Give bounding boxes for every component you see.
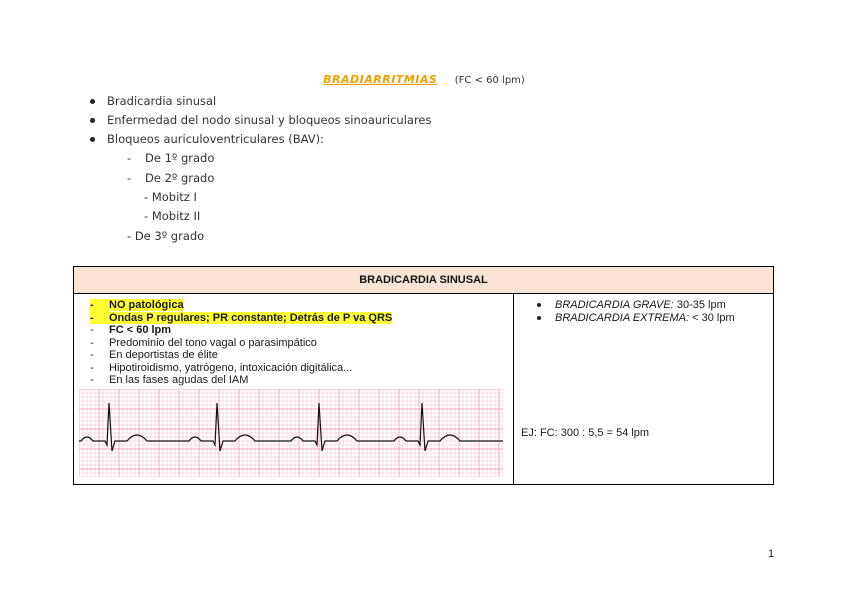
list-item <box>90 337 513 350</box>
outline-item-label: Bloqueos auriculoventriculares (BAV): <box>107 132 324 146</box>
list-item-label: NO patológica <box>109 299 184 311</box>
outline-subitem <box>127 171 214 185</box>
bullet-icon <box>537 303 541 307</box>
outline-subsubitem-label: Mobitz II <box>151 209 201 223</box>
dash-marker: - <box>90 374 94 386</box>
dash-marker: - <box>90 299 109 312</box>
dash-marker: - <box>90 349 94 361</box>
list-item-label: En deportistas de élite <box>109 349 218 361</box>
page-title: BRADIARRITMIAS <box>323 73 438 86</box>
dash-marker: - <box>144 190 149 204</box>
dash-marker: - <box>144 209 149 223</box>
severity-value: < 30 lpm <box>692 311 735 324</box>
table-header: BRADICARDIA SINUSAL <box>74 267 773 294</box>
example-calculation: EJ: FC: 300 : 5,5 = 54 lpm <box>521 427 650 439</box>
outline-subitem-label: De 1º grado <box>145 151 215 165</box>
dash-marker: - <box>127 171 132 185</box>
list-item-label: Predominio del tono vagal o parasimpático <box>109 336 317 349</box>
bradicardia-table <box>73 266 774 485</box>
bullet-icon <box>537 316 541 320</box>
bullet-icon <box>90 99 95 104</box>
title-line <box>0 73 848 86</box>
dash-marker: - <box>127 151 132 165</box>
outline-subitem <box>127 151 214 165</box>
dash-marker: - <box>90 312 109 325</box>
right-cell <box>513 293 773 484</box>
dash-marker: - <box>90 336 94 349</box>
list-item <box>90 349 513 362</box>
dash-marker: - <box>90 324 94 336</box>
list-item <box>90 324 513 337</box>
criteria-list <box>74 293 513 387</box>
outline-item-label: Bradicardia sinusal <box>107 94 217 108</box>
outline-subitem <box>127 229 204 243</box>
severity-item <box>537 312 773 325</box>
list-item-label: FC < 60 lpm <box>109 324 172 336</box>
outline-subsubitem <box>144 209 200 223</box>
ecg-grid <box>79 389 503 477</box>
severity-label: BRADICARDIA EXTREMA: <box>555 311 690 324</box>
ecg-strip-image <box>79 389 503 477</box>
list-item-label: Ondas P regulares; PR constante; Detrás de P va QRS <box>109 311 393 324</box>
list-item <box>90 299 513 312</box>
outline-item <box>90 94 216 108</box>
severity-list <box>513 293 773 324</box>
severity-item <box>537 299 773 312</box>
bullet-icon <box>90 137 95 142</box>
outline-subitem-label: De 2º grado <box>145 171 215 185</box>
outline-subsubitem-label: Mobitz I <box>151 190 197 204</box>
left-cell <box>74 293 514 484</box>
outline-subitem-label: De 3º grado <box>134 229 205 243</box>
outline-item <box>90 113 431 127</box>
outline-item <box>90 132 324 146</box>
list-item <box>90 374 513 387</box>
bullet-icon <box>90 118 95 123</box>
list-item <box>90 362 513 375</box>
list-item-label: Hipotiroidismo, yatrógeno, intoxicación digitálica... <box>109 361 353 374</box>
list-item-label: En las fases agudas del IAM <box>109 374 249 386</box>
dash-marker: - <box>90 361 94 374</box>
dash-marker: - <box>127 229 132 243</box>
page-number: 1 <box>768 548 775 560</box>
outline-subsubitem <box>144 190 197 204</box>
outline-item-label: Enfermedad del nodo sinusal y bloqueos sinoauriculares <box>107 113 432 127</box>
list-item <box>90 312 513 325</box>
title-note: (FC < 60 lpm) <box>454 75 525 86</box>
severity-value: 30-35 lpm <box>676 299 726 311</box>
severity-label: BRADICARDIA GRAVE: <box>555 299 674 311</box>
